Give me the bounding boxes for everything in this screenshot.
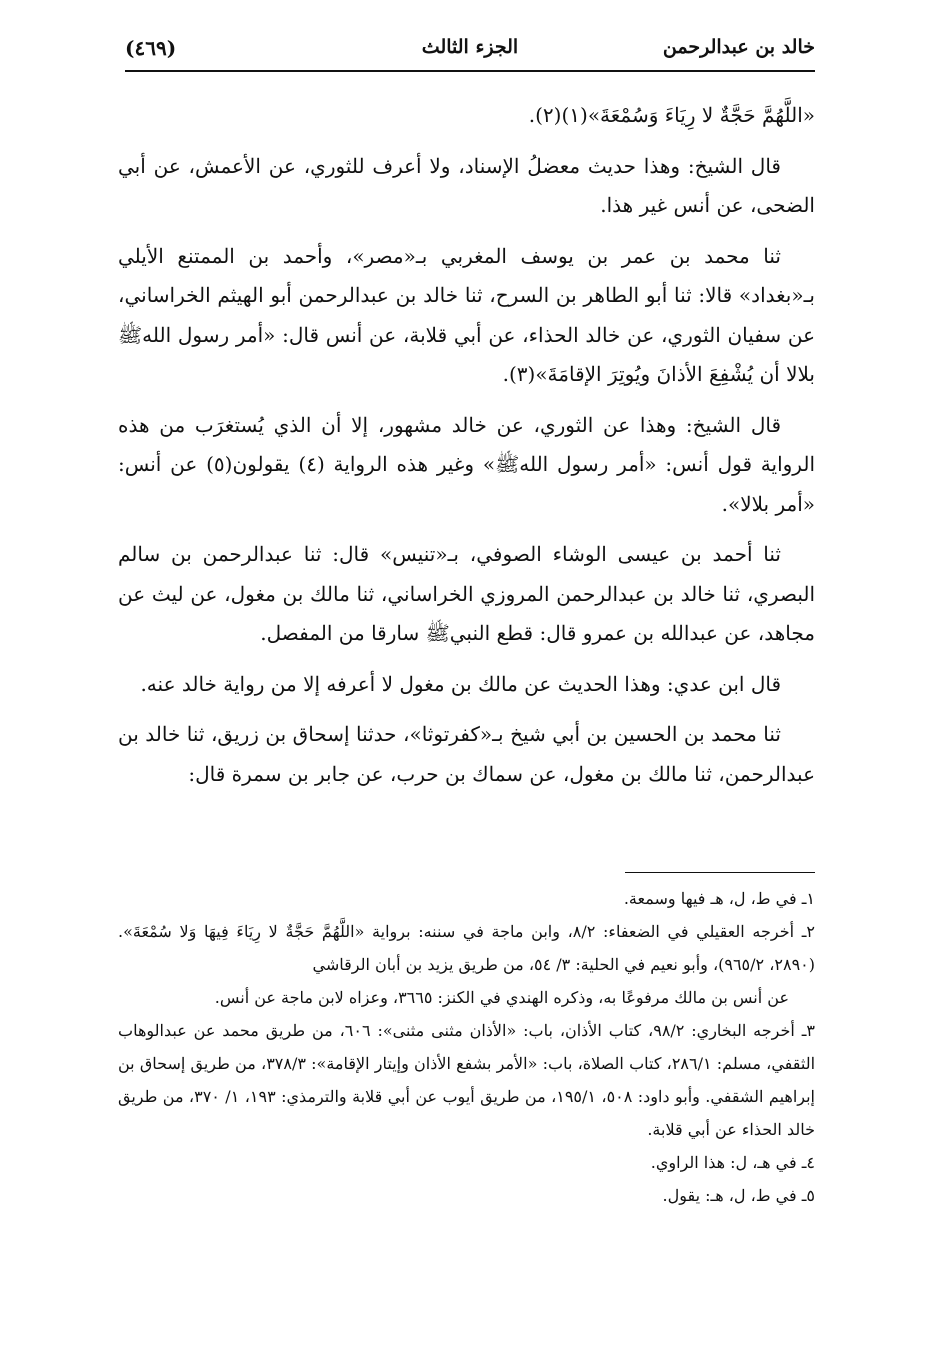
page-number: (٤٦٩) [125,36,177,60]
paragraph: ثنا محمد بن الحسين بن أبي شيخ بـ«كفرتوثا»، حدثنا إسحاق بن زريق، ثنا خالد بن عبدالرحمن، ثنا مالك بن مغول، عن سماك بن حرب، عن جابر بن سمرة قال: [118,722,815,786]
paragraph: ثنا محمد بن عمر بن يوسف المغربي بـ«مصر»، وأحمد بن الممتنع الأيلي بـ«بغداد» قالا: ثنا أبو الطاهر بن السرح، ثنا خالد بن عبدالرحمن أبو الهيثم الخراساني، عن سفيان الثوري، عن خالد الحذاء، عن أبي قلابة، عن أنس قال: «أمر رسول اللهﷺ بلالا أن يُشْفِعَ الأذانَ ويُوتِرَ الإقامَةَ»(٣). [118,243,815,386]
main-text [118,96,815,805]
footnote: ٣ـ أخرجه البخاري: ٩٨/٢، كتاب الأذان، باب: «الأذان مثنى مثنى»: ٦٠٦، من طريق محمد عن عبدالوهاب الثقفي، مسلم: ٢٨٦/١، كتاب الصلاة، باب: «الأمر بشفع الأذان وإيتار الإقامة»: ٣٧٨/٣، من طريق إسحاق بن إبراهيم الشقفي. وأبو داود: ٥٠٨، ١٩٥/١، من طريق أيوب عن أبي قلابة والترمذي: ١٩٣، ١/ ٣٧٠، من طريق خالد الحذاء عن أبي قلابة. [118,1021,816,1139]
paragraph: قال ابن عدي: وهذا الحديث عن مالك بن مغول لا أعرفه إلا من رواية خالد عنه. [140,671,781,696]
footnote: ١ـ في ط، ل، هـ فيها وسمعة. [623,889,815,908]
header-rule [125,70,815,72]
footnote-separator [625,872,815,873]
footnote-continuation: عن أنس بن مالك مرفوعًا به، وذكره الهندي في الكنز: ٣٦٦٥، وعزاه لابن ماجة عن أنس. [214,988,789,1007]
header-volume-title: الجزء الثالث [421,36,519,58]
footnote: ٤ـ في هـ، ل: هذا الراوي. [650,1153,815,1172]
header-chapter-title: خالد بن عبدالرحمن [662,36,815,58]
footnote: ٢ـ أخرجه العقيلي في الضعفاء: ٨/٢، وابن ماجة في سننه: برواية «اللَّهُمَّ حَجَّةٌ لا رِيَاءَ فِيهَا وَلا سُمْعَةَ». (٢٨٩٠، ٩٦٥/٢)، وأبو نعيم في الحلية: ٣/ ٥٤، من طريق يزيد بن أبان الرقاشي [118,922,816,974]
paragraph: قال الشيخ: وهذا حديث معضلُ الإسناد، ولا أعرف للثوري، عن الأعمش، عن أبي الضحى، عن أنس غير هذا. [118,153,815,217]
footnote: ٥ـ في ط، ل، هـ: يقول. [662,1186,815,1205]
running-header [125,30,815,68]
footnotes [118,882,815,1212]
paragraph: ثنا أحمد بن عيسى الوشاء الصوفي، بـ«تنيس» قال: ثنا عبدالرحمن بن سالم البصري، ثنا خالد بن عبدالرحمن المروزي الخراساني، ثنا مالك بن مغول، عن ليث عن مجاهد، عن عبدالله بن عمرو قال: قطع النبيﷺ سارقا من المفصل. [118,542,816,645]
paragraph: قال الشيخ: وهذا عن الثوري، عن خالد مشهور، إلا أن الذي يُستغرَب من هذه الرواية قول أنس: «أمر رسول اللهﷺ» وغير هذه الرواية (٤) يقولون(٥) عن أنس: «أمر بلالا». [118,412,815,516]
hadith-quote: «اللَّهُمَّ حَجَّةٌ لا رِيَاءَ وَسُمْعَةَ»(١)(٢). [528,103,815,127]
